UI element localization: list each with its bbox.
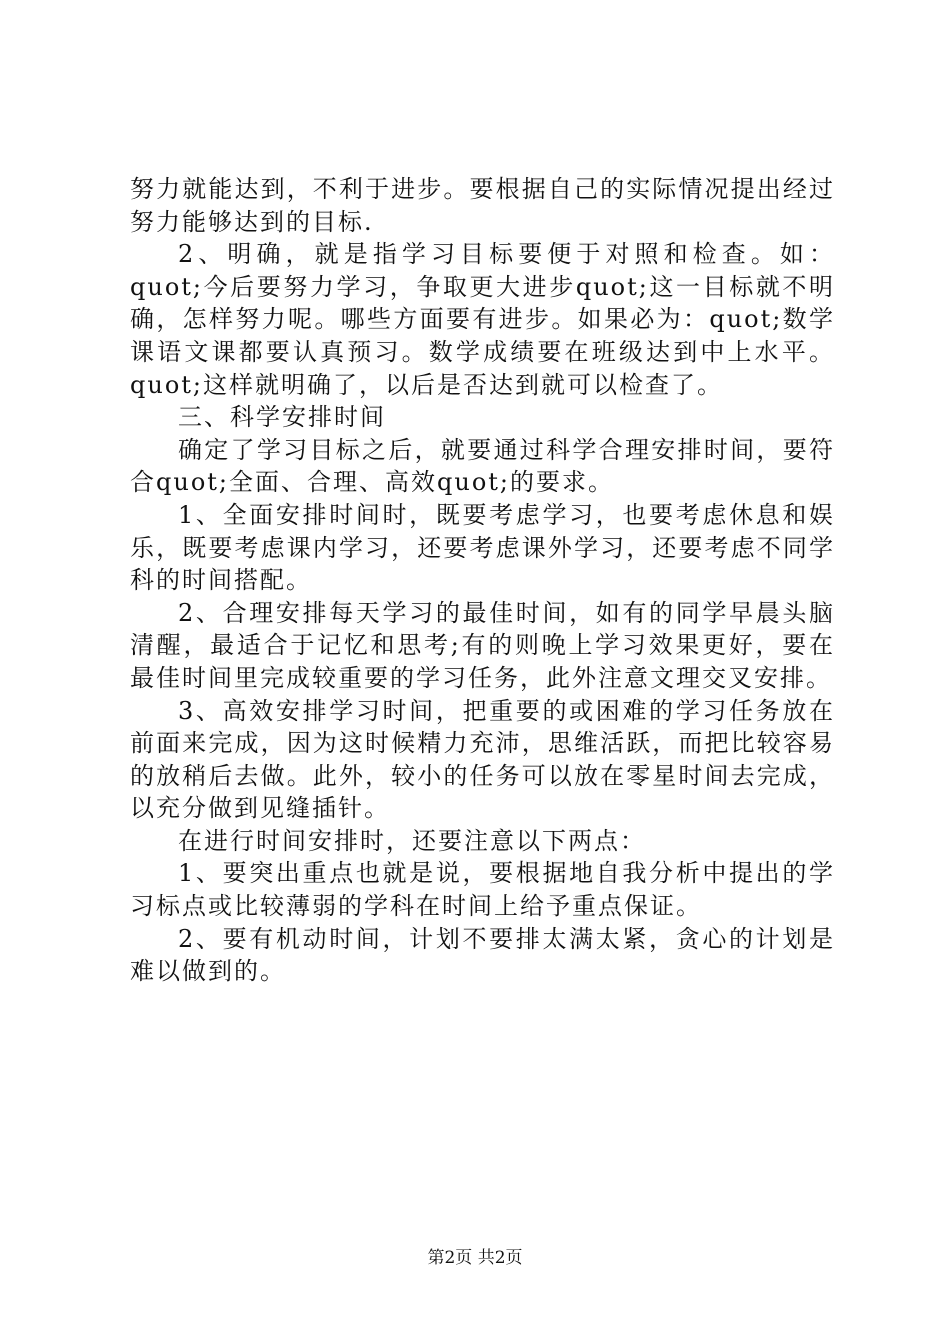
document-body — [130, 173, 835, 988]
paragraph-note-2: 2、要有机动时间，计划不要排太满太紧，贪心的计划是难以做到的。 — [130, 924, 835, 986]
paragraph-item-3: 3、高效安排学习时间，把重要的或困难的学习任务放在前面来完成，因为这时候精力充沛，思维活跃，而把比较容易的放稍后去做。此外，较小的任务可以放在零星时间去完成，以充分做到见缝插针。 — [130, 696, 835, 823]
paragraph-clarity: 2、明确，就是指学习目标要便于对照和检查。如：quot;今后要努力学习，争取更大进步quot;这一目标就不明确，怎样努力呢。哪些方面要有进步。如果必为：quot;数学课语文课都要认真预习。数学成绩要在班级达到中上水平。quot;这样就明确了，以后是否达到就可以检查了。 — [130, 240, 835, 399]
paragraph-item-2: 2、合理安排每天学习的最佳时间，如有的同学早晨头脑清醒，最适合于记忆和思考;有的则晚上学习效果更好，要在最佳时间里完成较重要的学习任务，此外注意文理交叉安排。 — [130, 598, 835, 692]
paragraph-item-1: 1、全面安排时间时，既要考虑学习，也要考虑休息和娱乐，既要考虑课内学习，还要考虑课外学习，还要考虑不同学科的时间搭配。 — [130, 500, 835, 595]
paragraph-notes-intro: 在进行时间安排时，还要注意以下两点： — [178, 826, 646, 855]
paragraph-intro-time: 确定了学习目标之后，就要通过科学合理安排时间，要符合quot;全面、合理、高效quot;的要求。 — [130, 435, 835, 497]
paragraph-continuation: 努力就能达到，不利于进步。要根据自己的实际情况提出经过努力能够达到的目标. — [130, 175, 835, 236]
paragraph-note-1: 1、要突出重点也就是说，要根据地自我分析中提出的学习标点或比较薄弱的学科在时间上给予重点保证。 — [130, 859, 835, 921]
page-footer: 第2页 共2页 — [427, 1248, 523, 1268]
section-heading-time: 三、科学安排时间 — [178, 403, 386, 432]
